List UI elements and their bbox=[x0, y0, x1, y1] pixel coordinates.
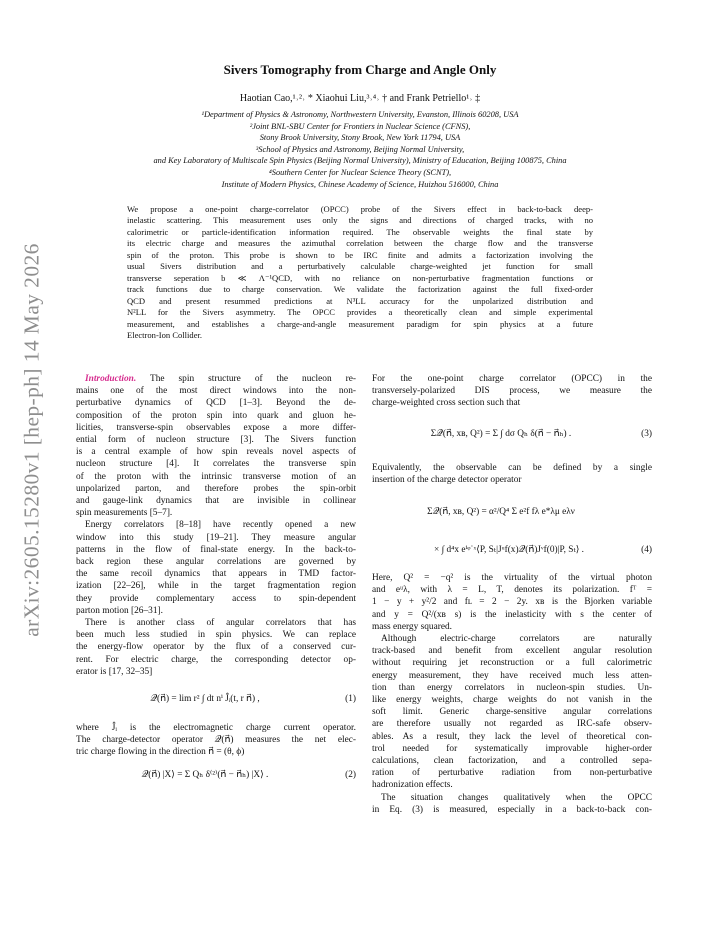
abstract-line: spin of the proton. This probe is shown to be IRC finite and admits a factorization involving the bbox=[127, 249, 593, 260]
abstract-line: calorimetric or particle-identification information required. The observable weights the final state by bbox=[127, 226, 593, 237]
text-line: ables. As a result, they lack the level of theoretical con- bbox=[372, 731, 652, 742]
affiliation-line: ³School of Physics and Astronomy, Beijing Normal University, bbox=[255, 144, 465, 154]
affiliations bbox=[0, 109, 720, 190]
text-line: parton motion [26–31]. bbox=[76, 605, 163, 616]
text-line: the same recoil dynamics that appears in TMD factor- bbox=[76, 569, 356, 580]
equation-3 bbox=[372, 410, 652, 462]
text-line: rent. For electric charge, the corresponding detector op- bbox=[76, 654, 356, 665]
equation-4 bbox=[372, 486, 652, 572]
text-line: For the one-point charge correlator (OPCC) in the bbox=[372, 374, 652, 384]
affiliation-line: Institute of Modern Physics, Chinese Academy of Science, Huizhou 516000, China bbox=[221, 179, 499, 189]
affiliation-line: ²Joint BNL-SBU Center for Frontiers in Nuclear Science (CFNS), bbox=[249, 121, 471, 131]
text-line: Equivalently, the observable can be defined by a single bbox=[372, 462, 652, 473]
text-line: of the proton with the intrinsic transverse motion of an bbox=[76, 471, 356, 482]
abstract-line: We propose a one-point charge-correlator (OPCC) probe of the Sivers effect in back-to-back deep- bbox=[127, 204, 593, 214]
affiliation-line: ¹Department of Physics & Astronomy, Northwestern University, Evanston, Illinois 60208, USA bbox=[201, 110, 519, 119]
text-line: Energy correlators [8–18] have recently opened a new bbox=[85, 520, 356, 531]
equation-number: (3) bbox=[641, 428, 652, 439]
text-line: in Eq. (3) is measured, especially in a back-to-back con- bbox=[372, 804, 652, 815]
section-heading-introduction: Introduction. bbox=[85, 374, 137, 384]
text-line: calculations, clean factorization, and a controlled sepa- bbox=[372, 756, 652, 767]
text-line: The situation changes qualitatively when the OPCC bbox=[381, 792, 652, 803]
text-line: nucleon structure [4]. It correlates the transverse spin bbox=[76, 459, 356, 470]
text-line: window into this study [19–21]. They measure angular bbox=[76, 532, 356, 543]
text-line: erator is [17, 32–35] bbox=[76, 666, 153, 677]
equation-body: 𝒬(n⃗) |X⟩ = Σ Qₕ δ⁽²⁾(n⃗ − n⃗ₕ) |X⟩ . bbox=[141, 769, 269, 780]
text-line: back region these angular correlations are governed by bbox=[76, 557, 356, 568]
equation-body: 𝒬(n⃗) = lim r² ∫ dt nⁱ Ĵᵢ(t, r n⃗) , bbox=[150, 694, 260, 705]
text-line: track-based and benefit from excellent angular resolution bbox=[372, 646, 652, 657]
text-line: composition of the proton spin into quark and gluon he- bbox=[76, 410, 356, 421]
right-column bbox=[372, 373, 652, 816]
text-line: 1 − y + y²/2 and fʟ = 2 − 2y. xʙ is the Bjorken variable bbox=[372, 597, 652, 608]
abstract-line: inelastic scattering. This measurement uses only the signs and directions of charged tracks, with no bbox=[127, 215, 593, 226]
text-line: been much less studied in spin physics. We can replace bbox=[76, 630, 356, 641]
text-line: mass energy squared. bbox=[372, 621, 453, 632]
equation-2 bbox=[76, 759, 356, 793]
arxiv-id: arXiv:2605.15280v1 [hep-ph] 14 May 2026 bbox=[19, 243, 44, 637]
text-line: There is another class of angular correlators that has bbox=[85, 618, 356, 629]
text-line: like energy weights, charge weights do not vanish in the bbox=[372, 695, 652, 706]
text-line: hadronization effects. bbox=[372, 780, 453, 791]
author-list: Haotian Cao,¹˒²˒ * Xiaohui Liu,³˒⁴˒ † and Frank Petriello¹˒ ‡ bbox=[239, 93, 481, 104]
abstract bbox=[127, 204, 593, 341]
text-line: where Ĵᵢ is the electromagnetic charge current operator. bbox=[76, 723, 356, 734]
abstract-line: N²LL for the Sivers asymmetry. The OPCC provides a theoretically clean and simple experimental bbox=[127, 307, 593, 318]
text-line: licities, transverse-spin observables expose a more differ- bbox=[76, 422, 356, 433]
text-line: The charge-detector operator 𝒬(n⃗) measures the net elec- bbox=[76, 735, 356, 746]
equation-body-continued: × ∫ d⁴x eⁱᵠ˙ˣ⟨P, Sₜ|Jᵘf(x)𝒬(n⃗)Jᵛf(0)|P, Sₜ⟩ . bbox=[434, 545, 584, 556]
affiliation-line: Stony Brook University, Stony Brook, New York 11794, USA bbox=[259, 133, 461, 143]
text-line: spin measurements [5–7]. bbox=[76, 508, 173, 519]
text-line: Here, Q² = −q² is the virtuality of the virtual photon bbox=[372, 573, 652, 584]
abstract-line: QCD and present resummed predictions at N³LL accuracy for the unpolarized distribution and bbox=[127, 295, 593, 306]
text-line: ration of perturbative radiation from non-perturbative bbox=[372, 768, 652, 779]
text-line: insertion of the charge detector operator bbox=[372, 474, 522, 485]
equation-number: (4) bbox=[641, 545, 652, 556]
text-line: and gauge-link dynamics that are invisible in collinear bbox=[76, 496, 356, 507]
text-line: patterns in the flow of final-state energy. In the back-to- bbox=[76, 544, 356, 555]
text-line: without requiring jet reconstruction or a full calorimetric bbox=[372, 658, 652, 669]
abstract-line: transverse seperation b ≪ Λ⁻¹QCD, with no reliance on non-perturbative fragmentation functions or bbox=[127, 272, 593, 283]
text-line: Although electric-charge correlators are naturally bbox=[381, 634, 652, 645]
text-line: mains one of the most direct windows into the non- bbox=[76, 386, 356, 397]
left-column bbox=[76, 373, 356, 793]
equation-body: Σ𝒬(n⃗, xʙ, Q²) = Σ ∫ dσ Qₕ δ(n⃗ − n⃗ₕ) . bbox=[430, 428, 572, 439]
text-line: The spin structure of the nucleon re- bbox=[136, 374, 356, 384]
text-line: and eᵘλ, with λ = L, T, denotes its polarization. fᵀ = bbox=[372, 585, 652, 596]
text-line: soft limit. Generic charge-sensitive angular correlations bbox=[372, 707, 652, 718]
text-line: and y = Q²/(xʙ s) is the inelasticity with s the center of bbox=[372, 609, 652, 620]
text-line: unpolarized parton, and therefore probes the spin-orbit bbox=[76, 483, 356, 494]
text-line: are therefore usually not regarded as IRC-safe observ- bbox=[372, 719, 652, 730]
equation-1 bbox=[76, 678, 356, 722]
text-line: trol needed for systematically improvable higher-order bbox=[372, 743, 652, 754]
abstract-line: Electron-Ion Collider. bbox=[127, 329, 203, 340]
equation-number: (2) bbox=[345, 769, 356, 780]
text-line: transversely-polarized DIS process, we measure the bbox=[372, 386, 652, 397]
text-line: tion than energy correlators in nucleon-spin studies. Un- bbox=[372, 682, 652, 693]
abstract-line: track functions due to charge conservation. We validate the factorization against the full fixed-order bbox=[127, 284, 593, 295]
abstract-line: usual Sivers distribution and a perturbatively calculable charge-weighted jet function for small bbox=[127, 261, 593, 272]
paper-title: Sivers Tomography from Charge and Angle Only bbox=[223, 62, 497, 77]
arxiv-stamp bbox=[14, 215, 50, 665]
intro-first-line bbox=[76, 373, 356, 385]
text-line: they provide complementary access to spin-dependent bbox=[76, 593, 356, 604]
affiliation-line: and Key Laboratory of Multiscale Spin Physics (Beijing Normal University), Ministry of Education, Beijing 100875, China bbox=[153, 156, 567, 166]
text-line: ential form of nucleon structure [3]. The Sivers function bbox=[76, 435, 356, 446]
text-line: ization [22–26], while in the target fragmentation region bbox=[76, 581, 356, 592]
text-line: the energy-flow operator by the flux of a conserved cur- bbox=[76, 642, 356, 653]
text-line: is a central example of how spin reveals novel aspects of bbox=[76, 447, 356, 458]
text-line: energy measurement, they have received much less atten- bbox=[372, 670, 652, 681]
affiliation-line: ⁴Southern Center for Nuclear Science Theory (SCNT), bbox=[268, 167, 452, 177]
equation-body: Σ𝒬(n⃗, xʙ, Q²) = α²/Q⁴ Σ e²f fλ e*λμ eλν bbox=[427, 507, 575, 518]
text-line: tric charge flowing in the direction n⃗ = (θ, ϕ) bbox=[76, 747, 245, 758]
equation-number: (1) bbox=[345, 694, 356, 705]
abstract-line: measurement, and establishes a charge-and-angle measurement paradigm for spin physics at a future bbox=[127, 318, 593, 329]
text-line: charge-weighted cross section such that bbox=[372, 398, 521, 409]
abstract-line: its electric charge and measures the azimuthal correlation between the charge flow and the transverse bbox=[127, 238, 593, 249]
text-line: perturbative dynamics of QCD [1–3]. Beyond the de- bbox=[76, 398, 356, 409]
